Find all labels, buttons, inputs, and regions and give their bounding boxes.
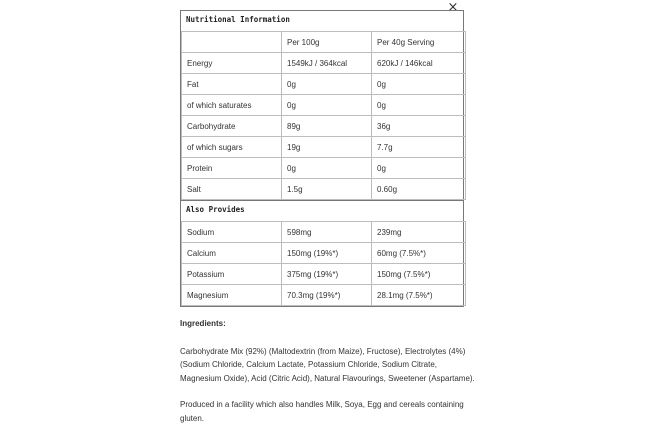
nutrient-name: Carbohydrate	[182, 116, 282, 137]
mineral-name: Calcium	[182, 243, 282, 264]
mineral-name: Potassium	[182, 264, 282, 285]
table-row	[182, 95, 466, 116]
table-row	[182, 53, 466, 74]
per-serving-value: 0.60g	[372, 179, 466, 200]
per-serving-value: 0g	[372, 95, 466, 116]
per-100g-value: 89g	[282, 116, 372, 137]
per-100g-value: 0g	[282, 95, 372, 116]
ingredients-section	[180, 317, 480, 438]
per-100g-value: 1.5g	[282, 179, 372, 200]
column-header: Per 100g	[282, 32, 372, 53]
per-100g-value: 70.3mg (19%*)	[282, 285, 372, 306]
mineral-name: Sodium	[182, 222, 282, 243]
nutrient-name: Salt	[182, 179, 282, 200]
per-serving-value: 150mg (7.5%*)	[372, 264, 466, 285]
per-serving-value: 0g	[372, 158, 466, 179]
nutrient-name: of which saturates	[182, 95, 282, 116]
close-icon[interactable]: ×	[447, 0, 459, 15]
per-100g-value: 19g	[282, 137, 372, 158]
nutrient-name: Protein	[182, 158, 282, 179]
also-provides-grid	[181, 221, 466, 306]
nutrition-header-row	[182, 32, 466, 53]
table-row	[182, 116, 466, 137]
table-row	[182, 222, 466, 243]
per-serving-value: 239mg	[372, 222, 466, 243]
table-row	[182, 264, 466, 285]
column-header: Per 40g Serving	[372, 32, 466, 53]
column-header	[182, 32, 282, 53]
nutrient-name: Fat	[182, 74, 282, 95]
per-serving-value: 60mg (7.5%*)	[372, 243, 466, 264]
table-row	[182, 243, 466, 264]
nutrition-grid	[181, 31, 466, 200]
nutrition-table	[180, 10, 464, 201]
table-row	[182, 179, 466, 200]
mineral-name: Magnesium	[182, 285, 282, 306]
per-serving-value: 36g	[372, 116, 466, 137]
nutrient-name: of which sugars	[182, 137, 282, 158]
per-100g-value: 0g	[282, 74, 372, 95]
per-serving-value: 0g	[372, 74, 466, 95]
also-provides-title: Also Provides	[186, 205, 245, 214]
nutrition-panel	[180, 10, 464, 307]
ingredients-heading: Ingredients:	[180, 319, 226, 328]
per-100g-value: 598mg	[282, 222, 372, 243]
table-row	[182, 285, 466, 306]
per-serving-value: 28.1mg (7.5%*)	[372, 285, 466, 306]
per-100g-value: 1549kJ / 364kcal	[282, 53, 372, 74]
per-100g-value: 150mg (19%*)	[282, 243, 372, 264]
per-100g-value: 0g	[282, 158, 372, 179]
nutrition-title: Nutritional Information	[186, 15, 290, 24]
per-100g-value: 375mg (19%*)	[282, 264, 372, 285]
ingredients-text: Carbohydrate Mix (92%) (Maltodextrin (from Maize), Fructose), Electrolytes (4%) (Sodium Chloride, Calcium Lactate, Potassium Chloride, Sodium Citrate, Magnesium Oxide), Acid (Citric Acid), Natural Flavourings, Sweetener (Aspartame).	[180, 346, 475, 383]
per-serving-value: 620kJ / 146kcal	[372, 53, 466, 74]
also-provides-table	[180, 201, 464, 307]
per-serving-value: 7.7g	[372, 137, 466, 158]
table-row	[182, 74, 466, 95]
allergen-notice: Produced in a facility which also handles Milk, Soya, Egg and cereals containing gluten.	[180, 400, 464, 423]
table-row	[182, 158, 466, 179]
table-row	[182, 137, 466, 158]
nutrient-name: Energy	[182, 53, 282, 74]
